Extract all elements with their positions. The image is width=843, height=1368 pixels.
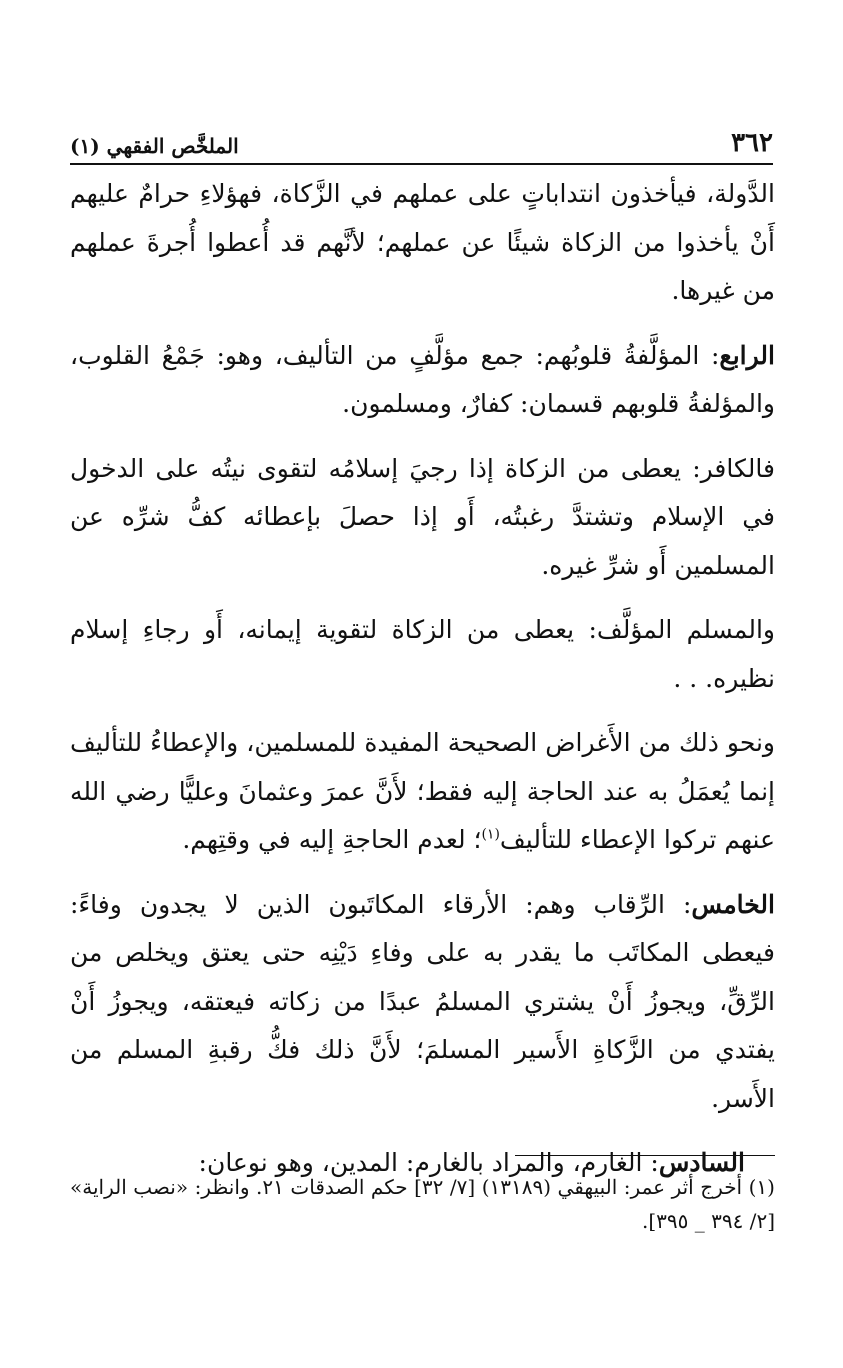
footnote-ref[interactable]: (١) [481, 826, 500, 843]
footnotes [70, 1170, 775, 1238]
paragraph-text: ؛ لعدم الحاجةِ إليه في وقتِهم. [182, 825, 482, 854]
paragraph-text: ونحو ذلك من الأَغراض الصحيحة المفيدة للمسلمين، والإعطاءُ للتأليف إنما يُعمَلُ به عند الحاجة إليه فقط؛ لأَنَّ عمرَ وعثمانَ وعليًّا رضي الله عنهم تركوا الإعطاء للتأليف [70, 728, 775, 854]
footnote: (١) أخرج أثر عمر: البيهقي (١٣١٨٩) [٧/ ٣٢] حكم الصدقات ٢١. وانظر: «نصب الراية» [٢/ ٣٩٤ _ ٣٩٥]. [70, 1175, 775, 1233]
page-number: ٣٦٢ [731, 128, 773, 158]
paragraph [70, 606, 775, 703]
paragraph-text: : الغارم، والمراد بالغارم: المدين، وهو نوعان: [198, 1148, 659, 1177]
paragraph-text: : الرِّقاب وهم: الأرقاء المكاتَبون الذين لا يجدون وفاءً: فيعطى المكاتَب ما يقدر به على وفاءِ دَيْنِه حتى يعتق ويخلص من الرِّقِّ، ويجوزُ أَنْ يشتري المسلمُ عبدًا من زكاته فيعتقه، ويجوزُ أَنْ يفتدي من الزَّكاةِ الأَسير المسلمَ؛ لأَنَّ ذلك فكُّ رقبةِ المسلم من الأَسر. [70, 889, 775, 1113]
section-lead: السادس [658, 1148, 745, 1177]
paragraph-text: الدَّولة، فيأخذون انتداباتٍ على عملهم في الزَّكاة، فهؤلاءِ حرامٌ عليهم أَنْ يأخذوا من الزكاة شيئًا عن عملهم؛ لأنَّهم قد أُعطوا أُجرةَ عملهم من غيرها. [70, 179, 775, 305]
footnote-rule [515, 1155, 775, 1156]
section-lead: الرابع [719, 340, 775, 370]
paragraph-text: والمسلم المؤلَّف: يعطى من الزكاة لتقوية إيمانه، أَو رجاءِ إسلام نظيره. . . [70, 615, 775, 693]
paragraph [70, 719, 775, 865]
header-rule [70, 163, 773, 165]
section-lead: الخامس [691, 889, 775, 919]
paragraph [70, 881, 775, 1124]
paragraph-text: : المؤلَّفةُ قلوبُهم: جمع مؤلَّفٍ من التأليف، وهو: جَمْعُ القلوب، والمؤلفةُ قلوبهم قسمان: كفارٌ، ومسلمون. [70, 340, 775, 418]
running-title: الملخَّص الفقهي (١) [70, 134, 239, 158]
paragraph [70, 170, 775, 316]
main-text [70, 170, 775, 1188]
paragraph [70, 332, 775, 429]
page-header [70, 118, 773, 158]
paragraph-text: فالكافر: يعطى من الزكاة إذا رجيَ إسلامُه لتقوى نيتُه على الدخول في الإسلام وتشتدَّ رغبتُه، أَو إذا حصلَ بإعطائه كفُّ شرِّه عن المسلمين أَو شرِّ غيره. [70, 453, 775, 580]
paragraph [70, 445, 775, 591]
